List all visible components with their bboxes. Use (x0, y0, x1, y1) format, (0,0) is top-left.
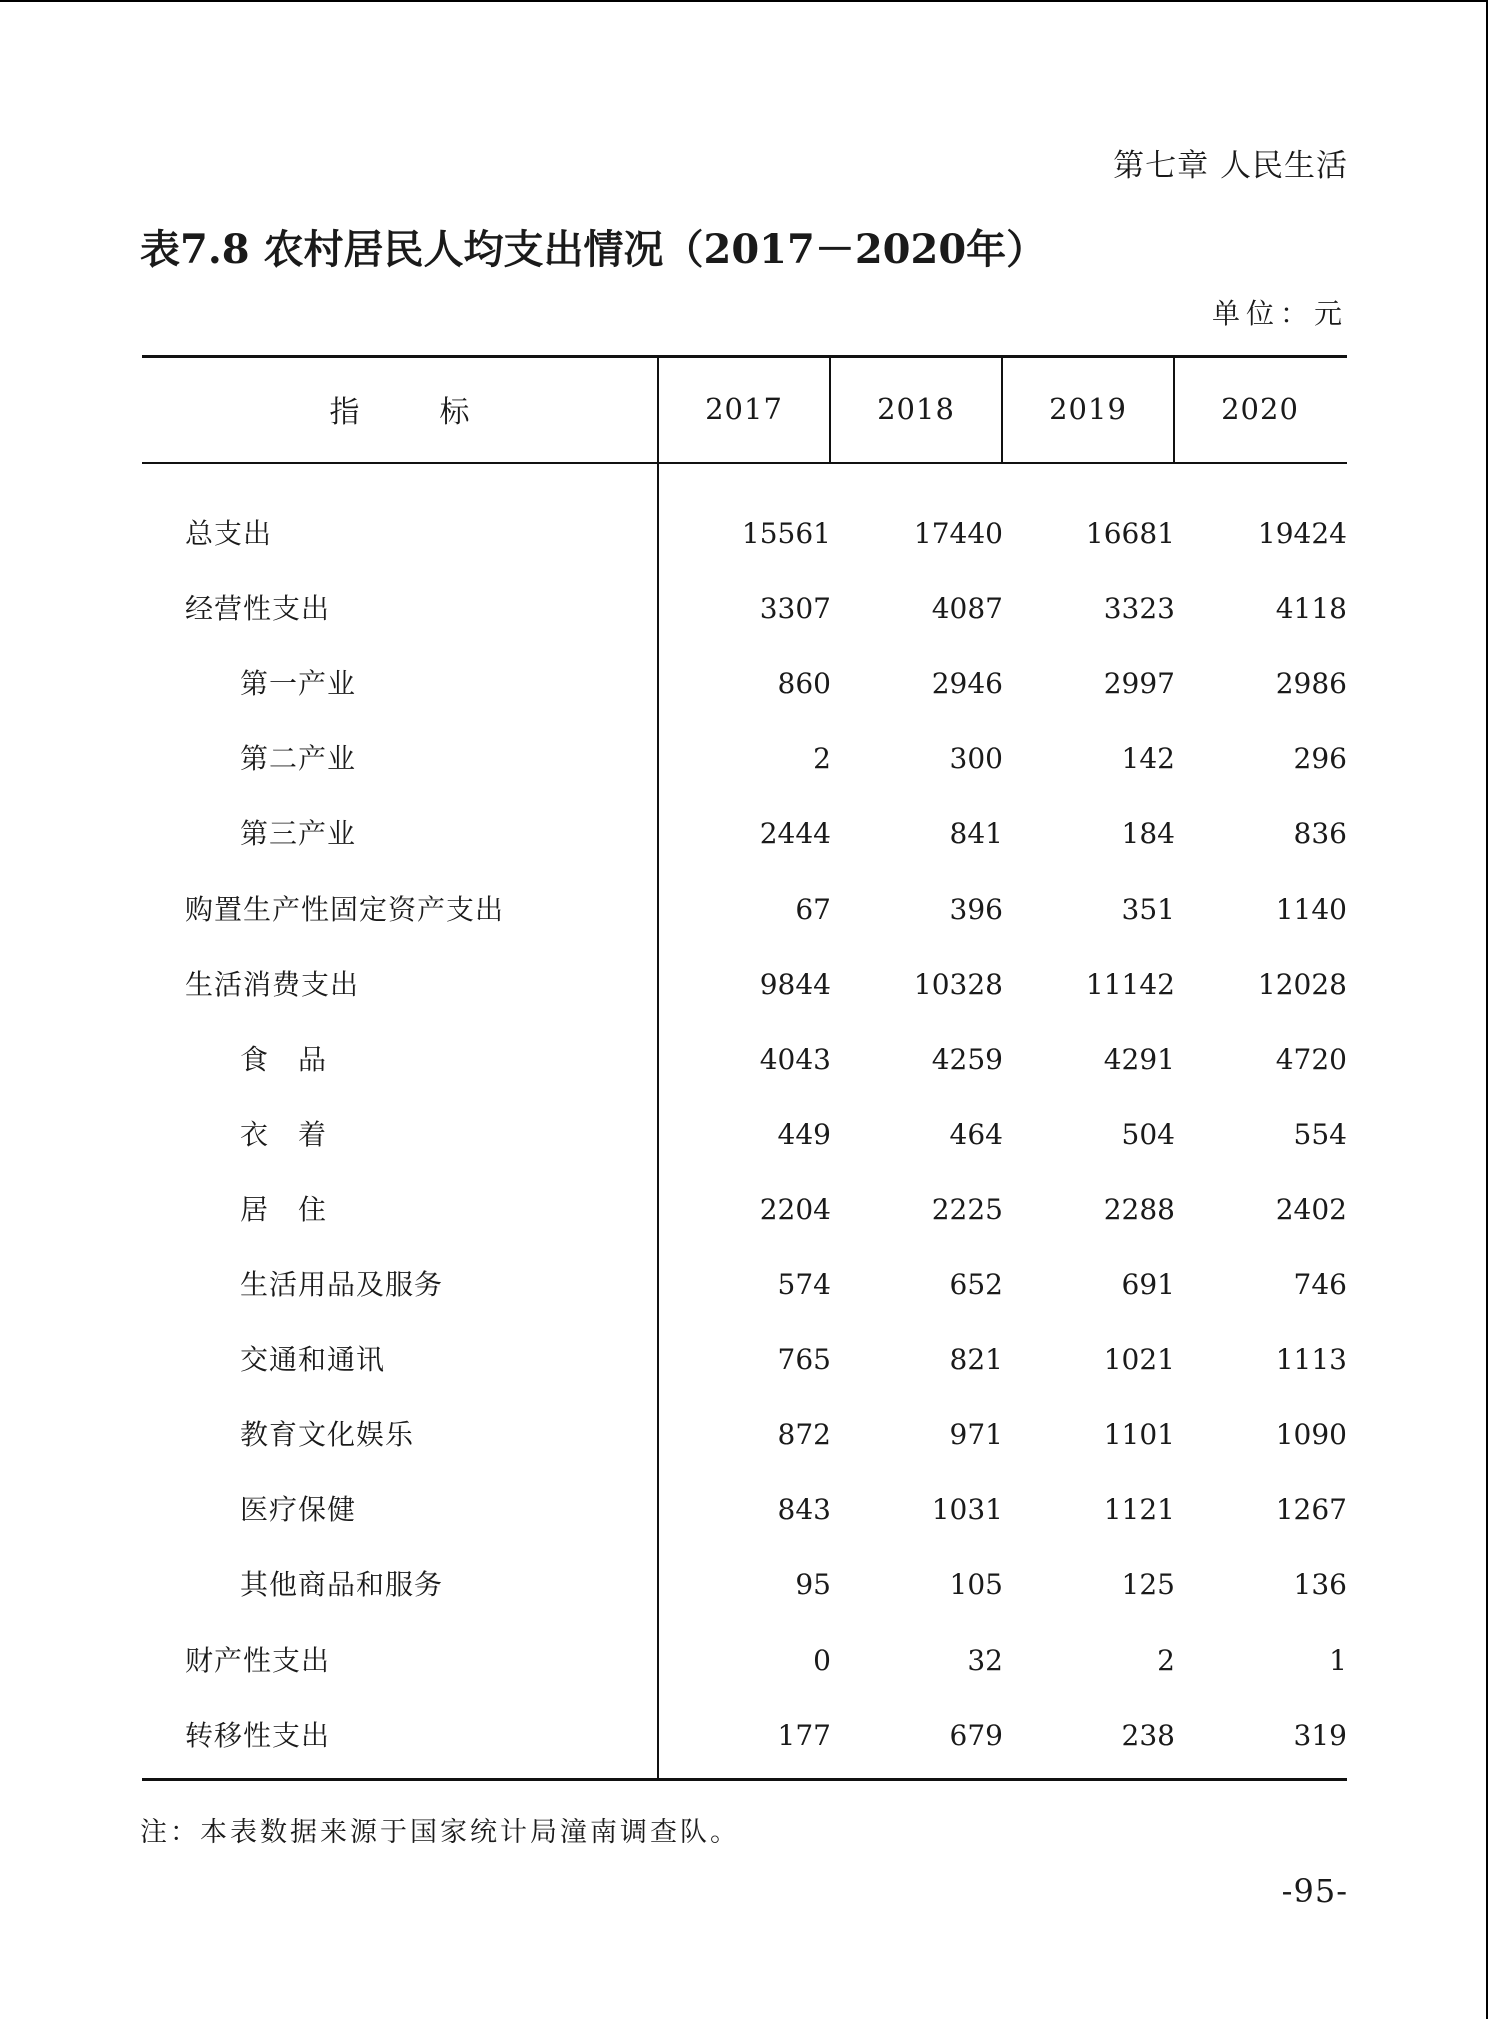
header-year: 2018 (877, 392, 955, 426)
table-cell: 464 (949, 1117, 1003, 1151)
table-cell: 1 (1329, 1643, 1347, 1677)
table-cell: 142 (1121, 742, 1175, 776)
table-cell: 9844 (759, 967, 831, 1001)
table-cell: 2444 (759, 817, 831, 851)
table-cell: 765 (777, 1343, 831, 1377)
table-cell: 971 (949, 1418, 1003, 1452)
table-row (142, 1322, 1347, 1397)
table-row (142, 1247, 1347, 1322)
table-cell: 319 (1293, 1718, 1347, 1752)
table-cell: 2204 (759, 1192, 831, 1226)
table-cell: 652 (949, 1268, 1003, 1301)
row-label: 转移性支出 (185, 1718, 331, 1752)
table-row (142, 796, 1347, 871)
row-label: 第一产业 (240, 667, 357, 701)
table-cell: 125 (1121, 1568, 1175, 1602)
table-cell: 4291 (1103, 1042, 1175, 1076)
table-title: 表7.8 农村居民人均支出情况（2017－2020年） (140, 226, 1047, 273)
table-cell: 860 (777, 667, 831, 701)
table-cell: 821 (949, 1343, 1003, 1377)
row-label: 食 品 (240, 1042, 328, 1076)
table-cell: 0 (813, 1643, 831, 1677)
table-cell: 95 (795, 1568, 831, 1602)
table-cell: 4087 (931, 592, 1003, 626)
table-cell: 2 (1157, 1643, 1175, 1677)
row-label: 购置生产性固定资产支出 (185, 892, 505, 926)
table-cell: 504 (1121, 1117, 1175, 1151)
table-cell: 296 (1293, 742, 1347, 776)
table-cell: 1090 (1275, 1418, 1347, 1452)
row-label: 经营性支出 (185, 592, 331, 626)
table-cell: 3307 (759, 592, 831, 626)
table-cell: 1140 (1275, 892, 1347, 926)
table-cell: 2 (813, 742, 831, 776)
table-cell: 1031 (931, 1493, 1003, 1527)
table-cell: 1113 (1275, 1343, 1347, 1377)
row-label: 医疗保健 (240, 1493, 357, 1527)
table-cell: 238 (1121, 1718, 1175, 1752)
table-cell: 2946 (931, 667, 1003, 701)
header-year: 2020 (1221, 392, 1299, 426)
table-cell: 1021 (1103, 1343, 1175, 1377)
table-row (142, 872, 1347, 947)
row-label: 生活消费支出 (185, 967, 360, 1001)
row-label: 第二产业 (240, 742, 357, 776)
row-label: 第三产业 (240, 817, 357, 851)
header-year: 2017 (705, 392, 783, 426)
row-label: 居 住 (240, 1192, 328, 1226)
table-cell: 679 (949, 1718, 1003, 1752)
table-cell: 841 (949, 817, 1003, 851)
table-cell: 449 (777, 1117, 831, 1151)
table-cell: 872 (777, 1418, 831, 1452)
page-border-top (0, 0, 1488, 2)
table-cell: 2402 (1275, 1192, 1347, 1226)
table-cell: 184 (1121, 817, 1175, 851)
table-cell: 10328 (913, 967, 1003, 1001)
source-note: 注：本表数据来源于国家统计局潼南调查队。 (140, 1817, 740, 1848)
table-row (142, 1172, 1347, 1247)
row-label: 财产性支出 (185, 1643, 331, 1677)
table-row (142, 646, 1347, 721)
table-cell: 351 (1121, 892, 1175, 926)
table-cell: 16681 (1085, 517, 1175, 550)
table-cell: 1121 (1103, 1493, 1175, 1527)
table-row (142, 1397, 1347, 1472)
table-cell: 1267 (1275, 1493, 1347, 1527)
table-row (142, 1547, 1347, 1622)
table-row (142, 1698, 1347, 1773)
table-row (142, 496, 1347, 571)
table-cell: 11142 (1085, 967, 1175, 1001)
table-cell: 32 (967, 1643, 1003, 1677)
page-number: -95- (1281, 1872, 1348, 1910)
table-cell: 574 (777, 1268, 831, 1301)
table-cell: 4043 (759, 1042, 831, 1076)
table-cell: 2288 (1103, 1192, 1175, 1226)
table-cell: 4118 (1275, 592, 1347, 626)
table-row (142, 1623, 1347, 1698)
table-cell: 396 (949, 892, 1003, 926)
chapter-header: 第七章 人民生活 (1113, 148, 1348, 184)
table-cell: 136 (1293, 1568, 1347, 1602)
table-row (142, 1472, 1347, 1547)
header-indicator: 指标 (329, 395, 550, 430)
table-cell: 17440 (913, 517, 1003, 550)
header-year: 2019 (1049, 392, 1127, 426)
table-row (142, 571, 1347, 646)
table-row (142, 1097, 1347, 1172)
table-row (142, 947, 1347, 1022)
table-cell: 691 (1121, 1268, 1175, 1301)
row-label: 衣 着 (240, 1117, 328, 1151)
row-label: 总支出 (185, 517, 273, 550)
table-cell: 15561 (741, 517, 831, 550)
row-label: 教育文化娱乐 (240, 1418, 415, 1452)
table-cell: 4259 (931, 1042, 1003, 1076)
table-cell: 2986 (1275, 667, 1347, 701)
row-label: 交通和通讯 (240, 1343, 386, 1377)
table-cell: 554 (1293, 1117, 1347, 1151)
table-cell: 836 (1293, 817, 1347, 851)
table-cell: 843 (777, 1493, 831, 1527)
table-cell: 300 (949, 742, 1003, 776)
row-label: 生活用品及服务 (240, 1268, 444, 1301)
table-cell: 2225 (931, 1192, 1003, 1226)
table-cell: 19424 (1257, 517, 1347, 550)
table-cell: 67 (795, 892, 831, 926)
table-cell: 3323 (1103, 592, 1175, 626)
table-cell: 2997 (1103, 667, 1175, 701)
table-bottom-rule (142, 1778, 1347, 1781)
row-label: 其他商品和服务 (240, 1568, 444, 1602)
table-cell: 105 (949, 1568, 1003, 1602)
table-cell: 12028 (1257, 967, 1347, 1001)
table-cell: 177 (777, 1718, 831, 1752)
table-cell: 1101 (1103, 1418, 1175, 1452)
table-cell: 4720 (1275, 1042, 1347, 1076)
table-cell: 746 (1293, 1268, 1347, 1301)
table-row (142, 1022, 1347, 1097)
table-row (142, 721, 1347, 796)
unit-label: 单位：元 (1211, 297, 1348, 330)
